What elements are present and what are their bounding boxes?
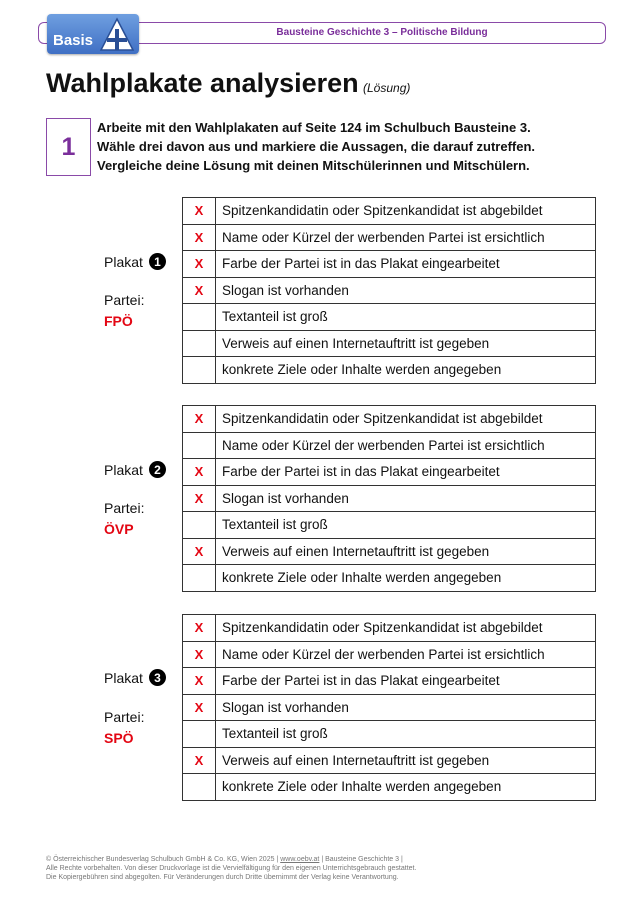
- poster-label-text: Plakat: [104, 461, 143, 478]
- footer-line: [46, 856, 416, 865]
- page-subtitle: (Lösung): [363, 81, 411, 95]
- footer-copyright: © Österreichischer Bundesverlag Schulbuch GmbH & Co. KG, Wien 2025 |: [46, 856, 281, 863]
- check-mark[interactable]: X: [183, 747, 216, 774]
- check-mark[interactable]: X: [183, 224, 216, 251]
- check-mark[interactable]: X: [183, 668, 216, 695]
- table-row: [183, 459, 596, 486]
- task-line: Wähle drei davon aus und markiere die Aussagen, die darauf zutreffen.: [97, 139, 536, 154]
- footer-book-title: | Bausteine Geschichte 3 |: [319, 856, 403, 863]
- check-mark[interactable]: X: [183, 198, 216, 225]
- check-mark[interactable]: [183, 357, 216, 384]
- party-name: SPÖ: [104, 730, 134, 746]
- statement-text: Name oder Kürzel der werbenden Partei ist ersichtlich: [216, 641, 596, 668]
- check-mark[interactable]: X: [183, 485, 216, 512]
- criteria-table: [182, 405, 596, 592]
- check-mark[interactable]: [183, 304, 216, 331]
- task-number: 1: [61, 132, 76, 161]
- statement-text: Verweis auf einen Internetauftritt ist gegeben: [216, 330, 596, 357]
- pyramid-icon: [99, 17, 135, 53]
- footer: [46, 856, 416, 882]
- table-row: [183, 198, 596, 225]
- check-mark[interactable]: X: [183, 251, 216, 278]
- table-row: [183, 668, 596, 695]
- check-mark[interactable]: X: [183, 538, 216, 565]
- statement-text: Spitzenkandidatin oder Spitzenkandidat ist abgebildet: [216, 615, 596, 642]
- table-row: [183, 485, 596, 512]
- page-title: Wahlplakate analysieren: [46, 68, 359, 98]
- footer-line: Die Kopiergebühren sind abgegolten. Für Veränderungen durch Dritte übernimmt der Verlag keine Verantwortung.: [46, 873, 399, 881]
- table-row: [183, 432, 596, 459]
- poster-label: [104, 461, 166, 478]
- check-mark[interactable]: X: [183, 406, 216, 433]
- task-line: Vergleiche deine Lösung mit deinen Mitschülerinnen und Mitschülern.: [97, 158, 530, 173]
- check-mark[interactable]: [183, 721, 216, 748]
- statement-text: Farbe der Partei ist in das Plakat eingearbeitet: [216, 459, 596, 486]
- statement-text: Textanteil ist groß: [216, 304, 596, 331]
- table-row: [183, 747, 596, 774]
- publisher-link[interactable]: www.oebv.at: [280, 856, 320, 863]
- table-row: [183, 565, 596, 592]
- statement-text: konkrete Ziele oder Inhalte werden angegeben: [216, 357, 596, 384]
- statement-text: Spitzenkandidatin oder Spitzenkandidat ist abgebildet: [216, 198, 596, 225]
- table-row: [183, 721, 596, 748]
- basis-logo: [47, 14, 139, 54]
- statement-text: Slogan ist vorhanden: [216, 694, 596, 721]
- criteria-table: [182, 614, 596, 801]
- poster-number: 3: [149, 669, 166, 686]
- table-row: [183, 304, 596, 331]
- statement-text: Name oder Kürzel der werbenden Partei ist ersichtlich: [216, 224, 596, 251]
- statement-text: Slogan ist vorhanden: [216, 277, 596, 304]
- check-mark[interactable]: X: [183, 641, 216, 668]
- statement-text: Spitzenkandidatin oder Spitzenkandidat ist abgebildet: [216, 406, 596, 433]
- table-row: [183, 694, 596, 721]
- statement-text: Name oder Kürzel der werbenden Partei ist ersichtlich: [216, 432, 596, 459]
- check-mark[interactable]: X: [183, 694, 216, 721]
- logo-text: Basis: [53, 32, 94, 49]
- party-label: Partei:: [104, 709, 145, 725]
- statement-text: konkrete Ziele oder Inhalte werden angegeben: [216, 565, 596, 592]
- check-mark[interactable]: [183, 330, 216, 357]
- task-number-box: [46, 118, 91, 176]
- table-row: [183, 641, 596, 668]
- table-row: [183, 330, 596, 357]
- poster-number: 1: [149, 253, 166, 270]
- statement-text: konkrete Ziele oder Inhalte werden angegeben: [216, 774, 596, 801]
- poster-label-text: Plakat: [104, 669, 143, 686]
- party-name: ÖVP: [104, 521, 134, 537]
- task-line: Arbeite mit den Wahlplakaten auf Seite 124 im Schulbuch Bausteine 3.: [97, 120, 531, 135]
- statement-text: Farbe der Partei ist in das Plakat eingearbeitet: [216, 251, 596, 278]
- check-mark[interactable]: [183, 432, 216, 459]
- header-title: Bausteine Geschichte 3 – Politische Bildung: [276, 27, 488, 38]
- check-mark[interactable]: X: [183, 277, 216, 304]
- table-row: [183, 277, 596, 304]
- footer-line: Alle Rechte vorbehalten. Von dieser Druckvorlage ist die Vervielfältigung für den eigenen Unterrichtsgebrauch gestattet.: [46, 864, 417, 872]
- poster-number: 2: [149, 461, 166, 478]
- poster-label-text: Plakat: [104, 253, 143, 270]
- table-row: [183, 357, 596, 384]
- check-mark[interactable]: [183, 774, 216, 801]
- table-row: [183, 512, 596, 539]
- table-row: [183, 774, 596, 801]
- party-name: FPÖ: [104, 313, 133, 329]
- statement-text: Farbe der Partei ist in das Plakat eingearbeitet: [216, 668, 596, 695]
- statement-text: Textanteil ist groß: [216, 721, 596, 748]
- check-mark[interactable]: [183, 512, 216, 539]
- party-label: Partei:: [104, 500, 145, 516]
- party-label: Partei:: [104, 292, 145, 308]
- table-row: [183, 538, 596, 565]
- check-mark[interactable]: X: [183, 615, 216, 642]
- statement-text: Verweis auf einen Internetauftritt ist gegeben: [216, 747, 596, 774]
- poster-label: [104, 669, 166, 686]
- check-mark[interactable]: X: [183, 459, 216, 486]
- statement-text: Textanteil ist groß: [216, 512, 596, 539]
- table-row: [183, 251, 596, 278]
- table-row: [183, 615, 596, 642]
- statement-text: Slogan ist vorhanden: [216, 485, 596, 512]
- check-mark[interactable]: [183, 565, 216, 592]
- table-row: [183, 406, 596, 433]
- poster-label: [104, 253, 166, 270]
- task-instructions: [97, 118, 597, 175]
- criteria-table: [182, 197, 596, 384]
- table-row: [183, 224, 596, 251]
- statement-text: Verweis auf einen Internetauftritt ist gegeben: [216, 538, 596, 565]
